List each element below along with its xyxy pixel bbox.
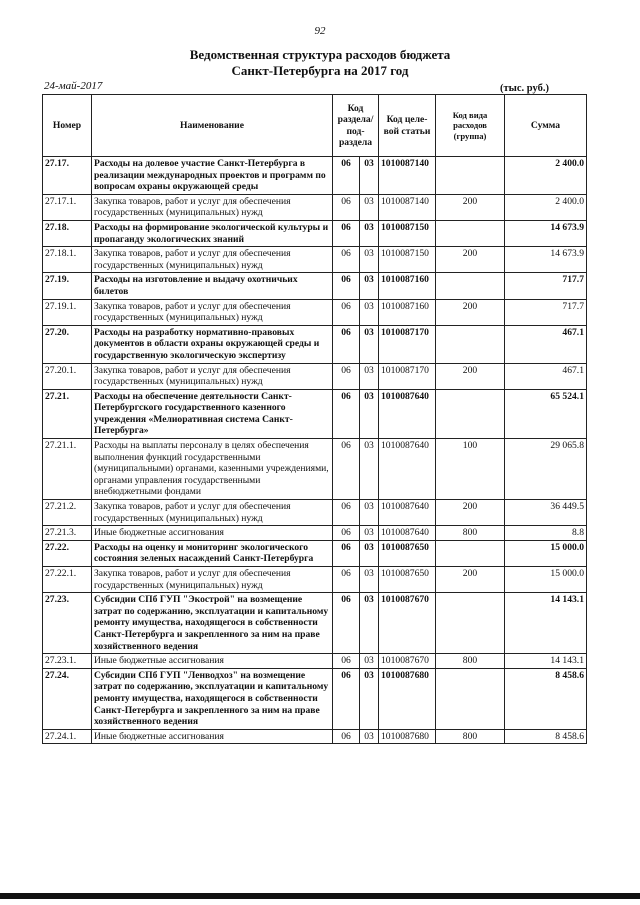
row-article-code: 1010087150 [379,247,436,273]
row-subsection-code: 03 [360,325,379,363]
header-expense-type: Код вида расходов (группа) [436,95,505,157]
row-subsection-code: 03 [360,567,379,593]
row-name: Иные бюджетные ассигнования [92,526,333,541]
row-article-code: 1010087160 [379,273,436,299]
document-date: 24-май-2017 [44,80,103,92]
row-subsection-code: 03 [360,157,379,195]
row-number: 27.20.1. [43,363,92,389]
row-article-code: 1010087640 [379,389,436,438]
row-sum: 14 143.1 [505,593,587,654]
row-sum: 15 000.0 [505,567,587,593]
row-section-code: 06 [333,439,360,500]
row-subsection-code: 03 [360,729,379,744]
row-expense-type: 200 [436,567,505,593]
row-article-code: 1010087670 [379,593,436,654]
row-sum: 14 673.9 [505,220,587,246]
row-expense-type [436,220,505,246]
table-row [43,439,587,500]
page-number: 92 [314,25,326,37]
row-expense-type [436,273,505,299]
row-expense-type: 200 [436,247,505,273]
table-row [43,325,587,363]
table-row [43,567,587,593]
row-sum: 8 458.6 [505,668,587,729]
row-name: Расходы на изготовление и выдачу охотничьих билетов [92,273,333,299]
units-label: (тыс. руб.) [500,83,549,94]
row-expense-type: 800 [436,526,505,541]
row-name: Закупка товаров, работ и услуг для обеспечения государственных (муниципальных) нужд [92,567,333,593]
table-header-row [43,95,587,157]
row-section-code: 06 [333,593,360,654]
row-section-code: 06 [333,325,360,363]
row-article-code: 1010087640 [379,526,436,541]
row-expense-type: 800 [436,729,505,744]
row-name: Субсидии СПб ГУП "Экострой" на возмещение затрат по содержанию, эксплуатации и капитальному ремонту имущества, находящегося в собственности Санкт-Петербурга и закрепленного за ним на праве хозяйственного ведения [92,593,333,654]
table-row [43,157,587,195]
table-row [43,247,587,273]
table-row [43,389,587,438]
row-expense-type: 200 [436,500,505,526]
row-expense-type: 200 [436,299,505,325]
header-number: Номер [43,95,92,157]
row-expense-type: 200 [436,363,505,389]
row-sum: 36 449.5 [505,500,587,526]
row-subsection-code: 03 [360,247,379,273]
row-sum: 15 000.0 [505,540,587,566]
row-sum: 717.7 [505,273,587,299]
row-subsection-code: 03 [360,299,379,325]
header-article-code: Код целе-вой статьи [379,95,436,157]
budget-table [42,94,587,744]
row-number: 27.17. [43,157,92,195]
row-expense-type [436,593,505,654]
row-section-code: 06 [333,157,360,195]
row-section-code: 06 [333,526,360,541]
row-article-code: 1010087680 [379,729,436,744]
row-subsection-code: 03 [360,593,379,654]
row-expense-type [436,325,505,363]
row-number: 27.19.1. [43,299,92,325]
row-subsection-code: 03 [360,220,379,246]
row-sum: 8.8 [505,526,587,541]
table-row [43,540,587,566]
row-section-code: 06 [333,389,360,438]
row-sum: 467.1 [505,325,587,363]
row-name: Расходы на долевое участие Санкт-Петербурга в реализации международных проектов и программ по вопросам охраны окружающей среды [92,157,333,195]
row-section-code: 06 [333,567,360,593]
row-section-code: 06 [333,668,360,729]
row-section-code: 06 [333,654,360,669]
row-sum: 2 400.0 [505,194,587,220]
table-row [43,654,587,669]
row-number: 27.18.1. [43,247,92,273]
row-section-code: 06 [333,247,360,273]
bottom-rule [0,893,640,899]
table-row [43,273,587,299]
row-name: Иные бюджетные ассигнования [92,654,333,669]
row-section-code: 06 [333,273,360,299]
row-expense-type [436,157,505,195]
row-subsection-code: 03 [360,273,379,299]
row-name: Закупка товаров, работ и услуг для обеспечения государственных (муниципальных) нужд [92,299,333,325]
row-number: 27.17.1. [43,194,92,220]
page-title [0,47,640,79]
row-name: Закупка товаров, работ и услуг для обеспечения государственных (муниципальных) нужд [92,363,333,389]
row-article-code: 1010087160 [379,299,436,325]
table-body [43,157,587,744]
table-row [43,299,587,325]
row-section-code: 06 [333,363,360,389]
row-subsection-code: 03 [360,439,379,500]
row-sum: 467.1 [505,363,587,389]
row-sum: 29 065.8 [505,439,587,500]
row-number: 27.21. [43,389,92,438]
row-article-code: 1010087170 [379,363,436,389]
table-row [43,593,587,654]
row-sum: 2 400.0 [505,157,587,195]
row-section-code: 06 [333,194,360,220]
row-number: 27.24.1. [43,729,92,744]
table-row [43,500,587,526]
row-sum: 8 458.6 [505,729,587,744]
row-expense-type: 800 [436,654,505,669]
row-article-code: 1010087140 [379,194,436,220]
row-number: 27.23. [43,593,92,654]
row-section-code: 06 [333,729,360,744]
row-section-code: 06 [333,540,360,566]
row-name: Иные бюджетные ассигнования [92,729,333,744]
table-row [43,363,587,389]
row-subsection-code: 03 [360,363,379,389]
row-sum: 65 524.1 [505,389,587,438]
row-name: Расходы на выплаты персоналу в целях обеспечения выполнения функций государственными (муниципальными) органами, казенными учреждениями, органами управления государственными внебюджетными фондами [92,439,333,500]
row-number: 27.20. [43,325,92,363]
row-section-code: 06 [333,220,360,246]
table-row [43,729,587,744]
row-name: Закупка товаров, работ и услуг для обеспечения государственных (муниципальных) нужд [92,194,333,220]
row-number: 27.21.2. [43,500,92,526]
row-number: 27.23.1. [43,654,92,669]
row-article-code: 1010087150 [379,220,436,246]
row-subsection-code: 03 [360,389,379,438]
row-subsection-code: 03 [360,526,379,541]
row-name: Расходы на обеспечение деятельности Санкт-Петербургского государственного казенного учреждения «Мелиоративная система Санкт-Петербурга» [92,389,333,438]
row-name: Закупка товаров, работ и услуг для обеспечения государственных (муниципальных) нужд [92,247,333,273]
row-expense-type [436,540,505,566]
table-row [43,194,587,220]
row-article-code: 1010087170 [379,325,436,363]
title-line-1: Ведомственная структура расходов бюджета [189,47,451,62]
row-article-code: 1010087670 [379,654,436,669]
header-section-code: Код раздела/ под-раздела [333,95,379,157]
row-number: 27.22.1. [43,567,92,593]
row-article-code: 1010087650 [379,540,436,566]
row-sum: 717.7 [505,299,587,325]
title-line-2: Санкт-Петербурга на 2017 год [231,63,409,78]
table-row [43,668,587,729]
row-article-code: 1010087140 [379,157,436,195]
table-row [43,526,587,541]
row-number: 27.22. [43,540,92,566]
row-sum: 14 143.1 [505,654,587,669]
row-expense-type: 200 [436,194,505,220]
header-name: Наименование [92,95,333,157]
row-number: 27.24. [43,668,92,729]
row-sum: 14 673.9 [505,247,587,273]
table-row [43,220,587,246]
row-number: 27.18. [43,220,92,246]
row-subsection-code: 03 [360,194,379,220]
row-article-code: 1010087650 [379,567,436,593]
row-expense-type [436,389,505,438]
row-article-code: 1010087680 [379,668,436,729]
row-name: Расходы на разработку нормативно-правовых документов в области охраны окружающей среды и государственную экологическую экспертизу [92,325,333,363]
row-number: 27.19. [43,273,92,299]
row-name: Расходы на оценку и мониторинг экологического состояния зеленых насаждений Санкт-Петербурга [92,540,333,566]
row-section-code: 06 [333,500,360,526]
row-subsection-code: 03 [360,540,379,566]
row-name: Субсидии СПб ГУП "Ленводхоз" на возмещение затрат по содержанию, эксплуатации и капитальному ремонту имущества, находящегося в собственности Санкт-Петербурга и закрепленного за ним на праве хозяйственного ведения [92,668,333,729]
row-expense-type: 100 [436,439,505,500]
row-name: Расходы на формирование экологической культуры и пропаганду экологических знаний [92,220,333,246]
row-name: Закупка товаров, работ и услуг для обеспечения государственных (муниципальных) нужд [92,500,333,526]
row-subsection-code: 03 [360,654,379,669]
row-section-code: 06 [333,299,360,325]
header-sum: Сумма [505,95,587,157]
row-number: 27.21.3. [43,526,92,541]
row-subsection-code: 03 [360,668,379,729]
row-subsection-code: 03 [360,500,379,526]
row-expense-type [436,668,505,729]
row-article-code: 1010087640 [379,439,436,500]
row-article-code: 1010087640 [379,500,436,526]
row-number: 27.21.1. [43,439,92,500]
